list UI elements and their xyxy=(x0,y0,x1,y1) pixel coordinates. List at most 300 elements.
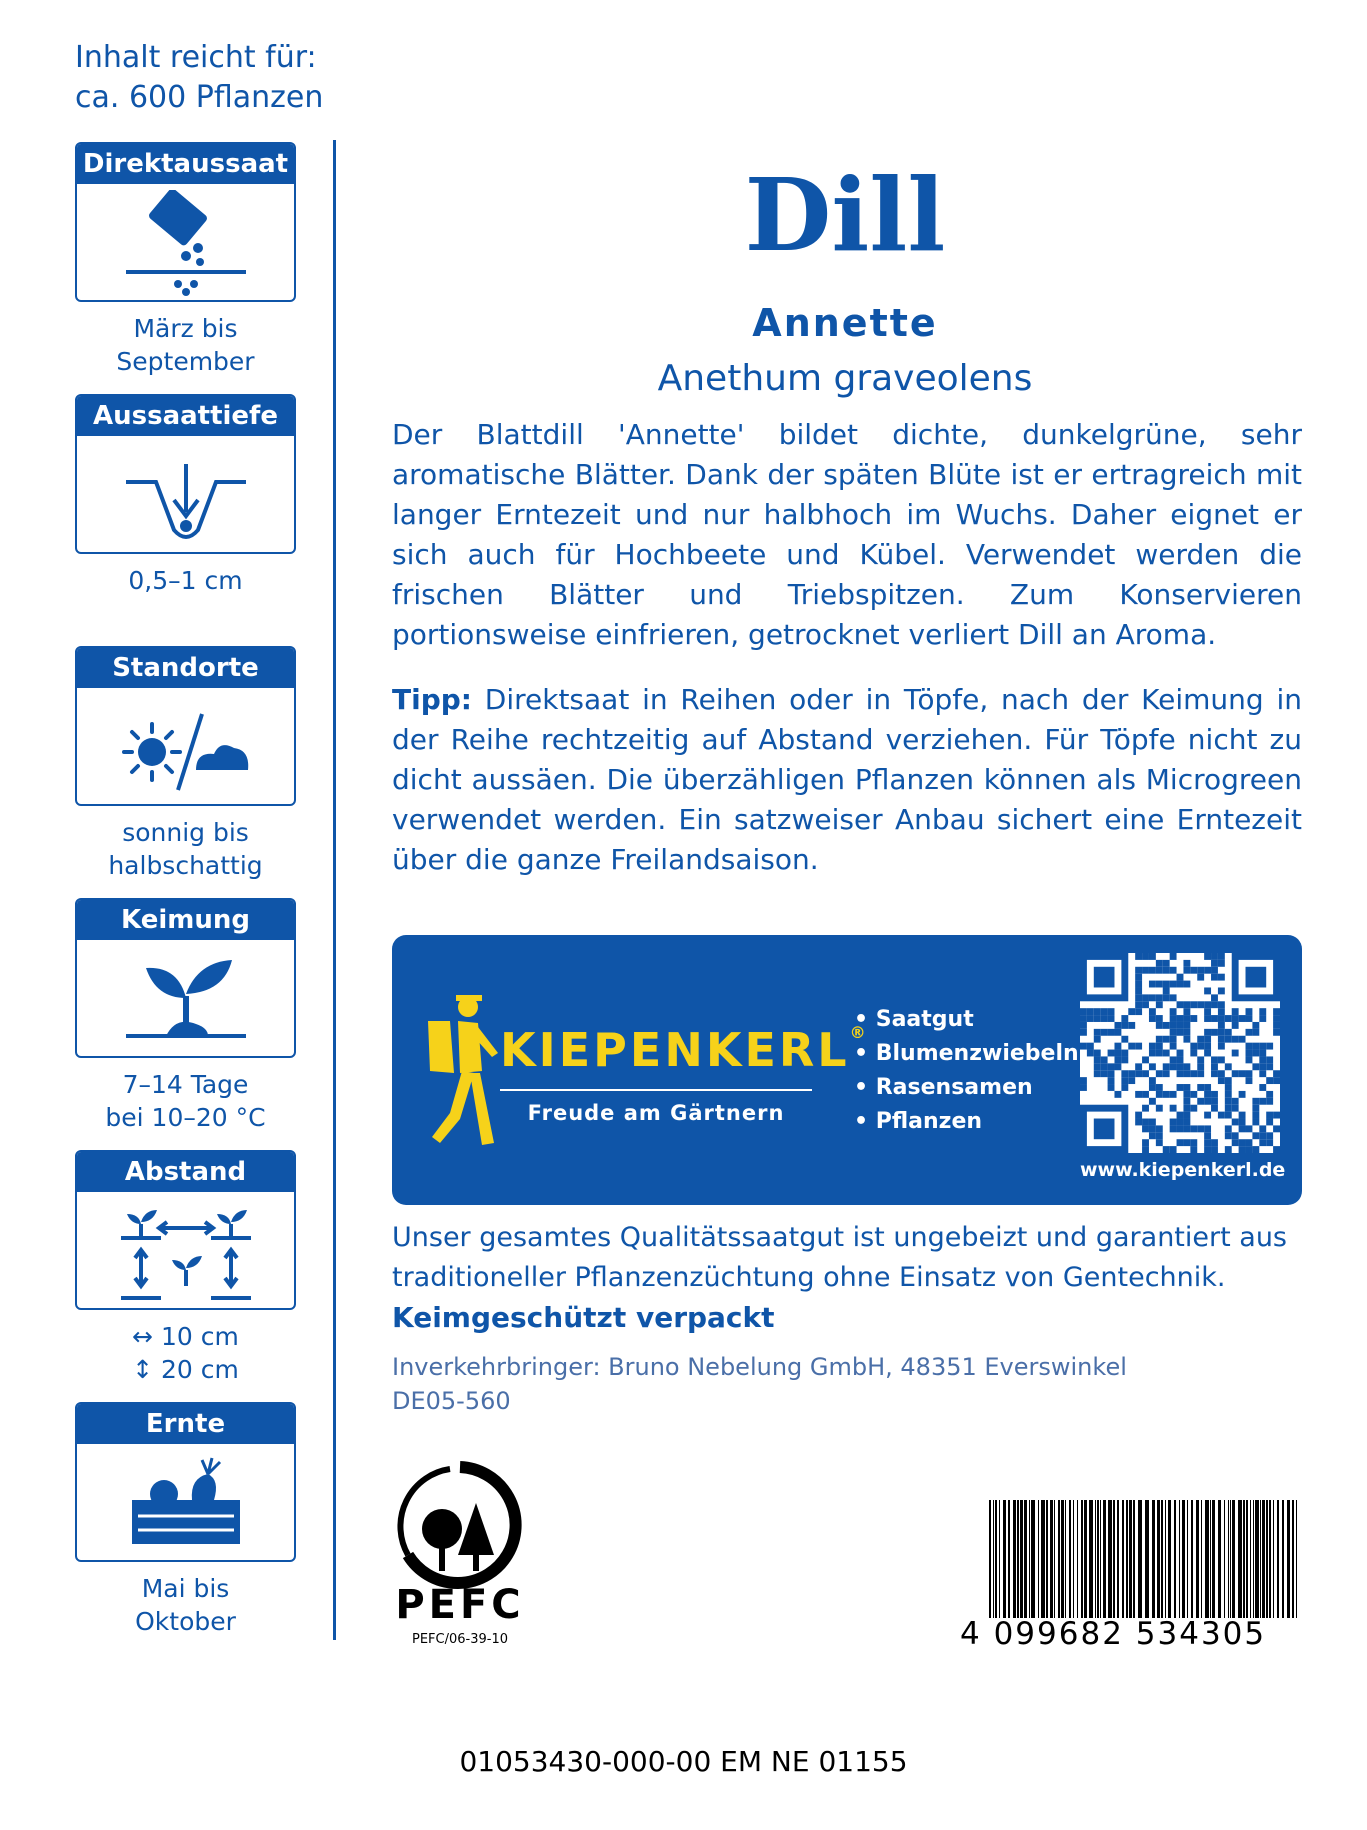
qr-module xyxy=(1114,1043,1121,1050)
qr-module xyxy=(1252,1146,1259,1153)
qr-module xyxy=(1142,1146,1149,1153)
qr-module xyxy=(1163,1050,1170,1057)
qr-module xyxy=(1197,1056,1204,1063)
qr-module xyxy=(1080,1015,1087,1022)
qr-module xyxy=(1232,1015,1239,1022)
qr-module xyxy=(1177,1015,1184,1022)
caption-line: ↕ 20 cm xyxy=(132,1355,239,1384)
qr-module xyxy=(1149,967,1156,974)
barcode-bar xyxy=(1243,1500,1245,1618)
qr-module xyxy=(1211,1146,1218,1153)
qr-module xyxy=(1211,1015,1218,1022)
qr-module xyxy=(1252,1119,1259,1126)
qr-module xyxy=(1094,1036,1101,1043)
qr-module xyxy=(1259,1063,1266,1070)
spacing-icon xyxy=(111,1198,261,1306)
qr-module xyxy=(1218,953,1225,960)
quality-statement: Unser gesamtes Qualitätssaatgut ist ungebeizt und garantiert aus traditioneller Pflanzenzüchtung ohne Einsatz von Gentechnik. xyxy=(392,1222,1287,1293)
qr-module xyxy=(1190,1146,1197,1153)
caption-line: September xyxy=(116,347,255,376)
qr-module xyxy=(1246,967,1267,988)
product-variety: Annette xyxy=(752,301,938,345)
barcode-bar xyxy=(1008,1500,1010,1618)
distributor-line: Inverkehrbringer: Bruno Nebelung GmbH, 48351 Everswinkel xyxy=(392,1353,1127,1381)
qr-module xyxy=(1183,967,1190,974)
qr-module xyxy=(1087,1043,1094,1050)
qr-module xyxy=(1266,1077,1273,1084)
qr-module xyxy=(1211,994,1218,1001)
barcode-bar xyxy=(1179,1500,1180,1618)
qr-module xyxy=(1218,1056,1225,1063)
qr-module xyxy=(1156,960,1163,967)
qr-module xyxy=(1149,1084,1156,1091)
qr-module xyxy=(1246,1029,1253,1036)
qr-module xyxy=(1177,1125,1184,1132)
qr-module xyxy=(1273,1029,1280,1036)
qr-module xyxy=(1218,1112,1225,1119)
qr-module xyxy=(1177,1112,1184,1119)
qr-module xyxy=(1225,1112,1232,1119)
qr-module xyxy=(1121,1036,1128,1043)
qr-module xyxy=(1149,1077,1156,1084)
qr-module xyxy=(1177,981,1184,988)
qr-module xyxy=(1183,1022,1190,1029)
qr-module xyxy=(1204,1036,1211,1043)
barcode-bar xyxy=(1210,1500,1211,1618)
qr-module xyxy=(1197,967,1204,974)
barcode-bar xyxy=(1138,1500,1142,1618)
qr-module xyxy=(1128,1043,1135,1050)
list-item: • Blumenzwiebeln xyxy=(854,1037,1079,1071)
tile-caption xyxy=(75,1320,296,1386)
qr-module xyxy=(1239,1139,1246,1146)
barcode-bar xyxy=(1029,1500,1030,1618)
caption-line: Oktober xyxy=(135,1607,236,1636)
barcode-bar xyxy=(1296,1500,1297,1618)
qr-module xyxy=(1232,1036,1239,1043)
qr-module xyxy=(1204,1001,1211,1008)
qr-module xyxy=(1108,1050,1115,1057)
qr-module xyxy=(1225,1105,1232,1112)
barcode-bar xyxy=(1182,1500,1185,1618)
qr-module xyxy=(1149,1125,1156,1132)
barcode-bar xyxy=(1129,1500,1132,1618)
qr-module xyxy=(1101,1015,1108,1022)
qr-module xyxy=(1114,1022,1121,1029)
qr-module xyxy=(1183,1063,1190,1070)
barcode-bar xyxy=(1103,1500,1106,1618)
qr-module xyxy=(1156,1015,1163,1022)
qr-module xyxy=(1239,1091,1246,1098)
qr-code[interactable] xyxy=(1080,953,1280,1153)
barcode-bar xyxy=(1287,1500,1290,1618)
qr-module xyxy=(1135,1008,1142,1015)
qr-module xyxy=(1135,953,1142,960)
qr-module xyxy=(1239,1112,1246,1119)
barcode-bar xyxy=(1187,1500,1188,1618)
qr-module xyxy=(1156,1036,1163,1043)
qr-module xyxy=(1204,1029,1211,1036)
qr-module xyxy=(1170,1146,1177,1153)
barcode-bar xyxy=(1277,1500,1279,1618)
qr-module xyxy=(1190,1043,1197,1050)
qr-module xyxy=(1156,1043,1163,1050)
barcode-bar xyxy=(1054,1500,1055,1618)
qr-module xyxy=(1163,1063,1170,1070)
qr-module xyxy=(1149,1043,1156,1050)
qr-module xyxy=(1094,967,1115,988)
qr-module xyxy=(1170,1063,1177,1070)
vertical-divider xyxy=(333,140,336,1640)
qr-module xyxy=(1211,960,1218,967)
barcode-bar xyxy=(1152,1500,1155,1618)
barcode-bar xyxy=(1246,1500,1248,1618)
qr-module xyxy=(1218,987,1225,994)
qr-module xyxy=(1142,1105,1149,1112)
qr-module xyxy=(1211,1056,1218,1063)
qr-module xyxy=(1142,1125,1149,1132)
qr-module xyxy=(1211,1091,1218,1098)
qr-module xyxy=(1252,1029,1259,1036)
qr-module xyxy=(1225,1036,1232,1043)
barcode-bar xyxy=(1077,1500,1078,1618)
qr-module xyxy=(1197,1043,1204,1050)
qr-module xyxy=(1156,1050,1163,1057)
qr-module xyxy=(1163,981,1170,988)
qr-module xyxy=(1190,1050,1197,1057)
barcode-bar xyxy=(1058,1500,1060,1618)
sowing-depth-icon xyxy=(116,442,256,550)
qr-module xyxy=(1259,1125,1266,1132)
barcode-bar xyxy=(1262,1500,1265,1618)
qr-module xyxy=(1252,1063,1259,1070)
qr-module xyxy=(1080,1022,1087,1029)
qr-module xyxy=(1246,1043,1253,1050)
qr-module xyxy=(1218,1022,1225,1029)
qr-module xyxy=(1183,1091,1190,1098)
qr-module xyxy=(1225,1091,1232,1098)
qr-module xyxy=(1211,1063,1218,1070)
barcode-bar xyxy=(1145,1500,1149,1618)
qr-module xyxy=(1121,1056,1128,1063)
brand-divider xyxy=(500,1089,812,1091)
brand-name-text: KIEPENKERL xyxy=(500,1023,850,1077)
qr-module xyxy=(1252,1043,1259,1050)
content-amount-line1: Inhalt reicht für: xyxy=(75,40,317,75)
barcode-bar xyxy=(1168,1500,1171,1618)
qr-module xyxy=(1156,1105,1163,1112)
qr-module xyxy=(1177,1063,1184,1070)
tip-label: Tipp: xyxy=(392,683,472,716)
qr-module xyxy=(1246,1070,1253,1077)
qr-module xyxy=(1259,1008,1266,1015)
tile-caption xyxy=(75,816,296,882)
barcode-bar xyxy=(999,1500,1000,1618)
barcode-bar xyxy=(1050,1500,1053,1618)
qr-module xyxy=(1204,1050,1211,1057)
pefc-label: PEFC xyxy=(395,1582,525,1628)
barcode-bar xyxy=(1212,1500,1215,1618)
qr-module xyxy=(1259,1098,1266,1105)
seed-bag-icon xyxy=(116,190,256,298)
qr-module xyxy=(1204,967,1211,974)
qr-module xyxy=(1211,953,1218,960)
tile-spacing xyxy=(75,1150,296,1310)
qr-module xyxy=(1170,953,1177,960)
qr-module xyxy=(1177,1022,1184,1029)
qr-module xyxy=(1273,1022,1280,1029)
qr-module xyxy=(1156,1132,1163,1139)
barcode-bar xyxy=(1282,1500,1284,1618)
qr-module xyxy=(1259,1070,1266,1077)
tile-caption xyxy=(75,564,296,597)
qr-module xyxy=(1094,1015,1101,1022)
tile-title: Direktaussaat xyxy=(77,144,294,184)
qr-module xyxy=(1080,1084,1087,1091)
qr-module xyxy=(1225,1132,1232,1139)
qr-module xyxy=(1190,1091,1197,1098)
qr-module xyxy=(1142,1056,1149,1063)
qr-module xyxy=(1128,1022,1135,1029)
qr-module xyxy=(1183,981,1190,988)
qr-module xyxy=(1190,967,1197,974)
barcode-bar xyxy=(1081,1500,1083,1618)
qr-module xyxy=(1266,1119,1273,1126)
caption-line: 7–14 Tage xyxy=(122,1070,249,1099)
caption-line: bei 10–20 °C xyxy=(105,1103,266,1132)
qr-module xyxy=(1246,1015,1253,1022)
qr-module xyxy=(1121,1077,1128,1084)
qr-module xyxy=(1204,1132,1211,1139)
barcode-bar xyxy=(1108,1500,1112,1618)
qr-module xyxy=(1246,1077,1253,1084)
qr-module xyxy=(1252,1022,1259,1029)
qr-module xyxy=(1239,1070,1246,1077)
qr-module xyxy=(1211,1001,1218,1008)
barcode-bar xyxy=(1157,1500,1160,1618)
qr-module xyxy=(1211,1139,1218,1146)
qr-module xyxy=(1218,1077,1225,1084)
qr-module xyxy=(1218,1001,1225,1008)
qr-module xyxy=(1246,1125,1253,1132)
qr-module xyxy=(1225,1029,1232,1036)
qr-module xyxy=(1190,1070,1197,1077)
tile-title: Standorte xyxy=(77,648,294,688)
barcode-bar xyxy=(1250,1500,1251,1618)
barcode-bar xyxy=(1031,1500,1035,1618)
qr-module xyxy=(1190,1015,1197,1022)
tile-title: Keimung xyxy=(77,900,294,940)
barcode-bar xyxy=(1230,1500,1231,1618)
qr-module xyxy=(1197,974,1204,981)
content-amount xyxy=(75,38,323,118)
qr-module xyxy=(1183,1119,1190,1126)
qr-module xyxy=(1114,1091,1121,1098)
qr-module xyxy=(1246,1056,1253,1063)
qr-module xyxy=(1183,960,1190,967)
qr-module xyxy=(1183,1084,1190,1091)
qr-module xyxy=(1163,1091,1170,1098)
qr-module xyxy=(1108,1029,1115,1036)
qr-module xyxy=(1101,1070,1108,1077)
qr-module xyxy=(1273,1077,1280,1084)
qr-module xyxy=(1259,1015,1266,1022)
barcode-bar xyxy=(1269,1500,1271,1618)
barcode-bar xyxy=(1113,1500,1115,1618)
qr-module xyxy=(1170,1029,1177,1036)
qr-module xyxy=(1273,1015,1280,1022)
qr-module xyxy=(1252,1132,1259,1139)
qr-module xyxy=(1170,1056,1177,1063)
qr-module xyxy=(1177,1001,1184,1008)
qr-module xyxy=(1177,1139,1184,1146)
distributor-line: DE05-560 xyxy=(392,1387,511,1415)
barcode-bar xyxy=(1024,1500,1027,1618)
qr-module xyxy=(1273,1070,1280,1077)
qr-module xyxy=(1135,967,1142,974)
qr-module xyxy=(1211,1070,1218,1077)
barcode-bar xyxy=(1038,1500,1039,1618)
tile-title: Abstand xyxy=(77,1152,294,1192)
qr-module xyxy=(1156,1139,1163,1146)
barcode-bar xyxy=(1061,1500,1064,1618)
qr-module xyxy=(1128,1077,1135,1084)
qr-module xyxy=(1121,1050,1128,1057)
qr-module xyxy=(1170,1036,1177,1043)
qr-module xyxy=(1197,1098,1204,1105)
tip-text: Direktsaat in Reihen oder in Töpfe, nach der Keimung in der Reihe rechtzeitig auf Abstand verziehen. Für Töpfe nicht zu dicht aussäen. Die überzähligen Pflanzen können als Microgreen verwendet werden. Ein satzweiser Anbau sichert eine Erntezeit über die ganze Freilandsaison. xyxy=(392,683,1302,876)
qr-module xyxy=(1204,1084,1211,1091)
qr-module xyxy=(1149,953,1156,960)
tile-title: Ernte xyxy=(77,1404,294,1444)
barcode-bar xyxy=(1046,1500,1048,1618)
qr-module xyxy=(1204,1125,1211,1132)
caption-line: Mai bis xyxy=(141,1574,230,1603)
brand-slogan: Freude am Gärtnern xyxy=(527,1101,785,1125)
barcode-bar xyxy=(995,1500,997,1618)
qr-module xyxy=(1108,1077,1115,1084)
qr-module xyxy=(1204,1043,1211,1050)
qr-module xyxy=(1135,1112,1142,1119)
qr-module xyxy=(1232,1139,1239,1146)
registered-mark: ® xyxy=(849,1023,869,1042)
qr-module xyxy=(1246,1008,1253,1015)
qr-module xyxy=(1204,1091,1211,1098)
sun-cloud-icon xyxy=(116,694,256,802)
qr-module xyxy=(1266,1098,1273,1105)
qr-module xyxy=(1094,1056,1101,1063)
qr-module xyxy=(1183,1139,1190,1146)
barcode-bar xyxy=(1266,1500,1268,1618)
qr-module xyxy=(1183,1098,1190,1105)
qr-module xyxy=(1135,1063,1142,1070)
qr-module xyxy=(1218,1043,1225,1050)
qr-module xyxy=(1183,1001,1190,1008)
qr-module xyxy=(1135,1091,1142,1098)
barcode-bar xyxy=(993,1500,994,1618)
barcode-bar xyxy=(1069,1500,1071,1618)
barcode-bar xyxy=(1196,1500,1199,1618)
qr-code-icon xyxy=(1080,953,1280,1153)
qr-module xyxy=(1142,1070,1149,1077)
qr-module xyxy=(1232,1050,1239,1057)
qr-module xyxy=(1252,1098,1259,1105)
brand-box xyxy=(392,935,1302,1205)
qr-module xyxy=(1218,974,1225,981)
qr-module xyxy=(1197,1125,1204,1132)
qr-module xyxy=(1177,974,1184,981)
qr-module xyxy=(1232,1070,1239,1077)
qr-module xyxy=(1239,1015,1246,1022)
qr-module xyxy=(1218,1036,1225,1043)
qr-module xyxy=(1204,1008,1211,1015)
qr-module xyxy=(1183,1125,1190,1132)
qr-module xyxy=(1163,1036,1170,1043)
qr-module xyxy=(1190,1139,1197,1146)
qr-module xyxy=(1149,1008,1156,1015)
qr-module xyxy=(1204,987,1211,994)
barcode-bar xyxy=(989,1500,991,1618)
qr-module xyxy=(1087,1008,1094,1015)
brand-product-list xyxy=(854,1003,1079,1139)
article-number: 01053430-000-00 EM NE 01155 xyxy=(459,1745,908,1778)
qr-module xyxy=(1135,981,1142,988)
product-latin-name: Anethum graveolens xyxy=(657,358,1033,399)
qr-module xyxy=(1218,1008,1225,1015)
barcode-bar xyxy=(1133,1500,1135,1618)
qr-module xyxy=(1114,1056,1121,1063)
tile-caption xyxy=(75,1572,296,1638)
qr-module xyxy=(1114,1029,1121,1036)
list-item: • Rasensamen xyxy=(854,1071,1079,1105)
product-description: Der Blattdill 'Annette' bildet dichte, dunkelgrüne, sehr aromatische Blätter. Dank der späten Blüte ist er ertragreich mit langer Erntezeit und nur halbhoch im Wuchs. Daher eignet er sich auch für Hochbeete und Kübel. Verwendet werden die frischen Blätter und Triebspitzen. Zum Konservieren portionsweise einfrieren, getrocknet verliert Dill an Aroma. xyxy=(392,418,1302,651)
qr-module xyxy=(1211,974,1218,981)
qr-module xyxy=(1266,1139,1273,1146)
qr-module xyxy=(1142,967,1149,974)
barcode-bar xyxy=(1260,1500,1261,1618)
qr-module xyxy=(1266,1063,1273,1070)
qr-module xyxy=(1094,1029,1101,1036)
qr-module xyxy=(1225,1015,1232,1022)
qr-module xyxy=(1121,1070,1128,1077)
qr-module xyxy=(1252,1050,1259,1057)
brand-url[interactable]: www.kiepenkerl.de xyxy=(1080,1159,1286,1181)
barcode-bar xyxy=(1117,1500,1119,1618)
qr-module xyxy=(1239,1146,1246,1153)
qr-module xyxy=(1094,1119,1115,1140)
barcode-bar xyxy=(1273,1500,1274,1618)
qr-module xyxy=(1101,1056,1108,1063)
qr-module xyxy=(1204,1015,1211,1022)
qr-module xyxy=(1225,1077,1232,1084)
qr-module xyxy=(1197,1084,1204,1091)
qr-module xyxy=(1108,1015,1115,1022)
qr-module xyxy=(1142,1119,1149,1126)
qr-module xyxy=(1156,1001,1163,1008)
qr-module xyxy=(1177,1050,1184,1057)
qr-module xyxy=(1246,1139,1253,1146)
barcode-bar xyxy=(1017,1500,1019,1618)
qr-module xyxy=(1273,1008,1280,1015)
qr-module xyxy=(1149,1063,1156,1070)
qr-module xyxy=(1142,1001,1149,1008)
barcode-bar xyxy=(1084,1500,1087,1618)
qr-module xyxy=(1225,1098,1232,1105)
qr-module xyxy=(1135,994,1142,1001)
qr-module xyxy=(1266,1043,1273,1050)
qr-module xyxy=(1211,1029,1218,1036)
qr-module xyxy=(1170,1043,1177,1050)
